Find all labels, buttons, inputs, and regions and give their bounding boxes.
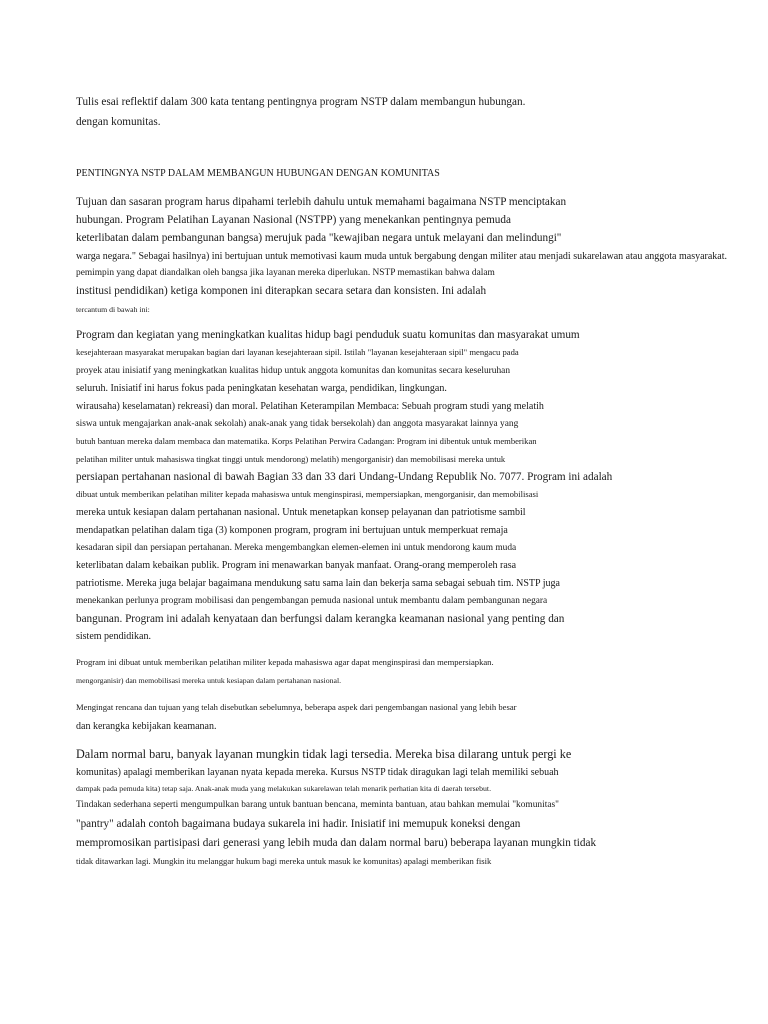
para1-line: pemimpin yang dapat diandalkan oleh bangsa jika layanan mereka diperlukan. NSTP memastikan bahwa dalam xyxy=(76,268,495,278)
para2-line: mendapatkan pelatihan dalam tiga (3) komponen program, program ini bertujuan untuk memperkuat remaja xyxy=(76,525,508,536)
para3-line: mengorganisir) dan memobilisasi mereka untuk kesiapan dalam pertahanan nasional. xyxy=(76,676,342,685)
para2-line: butuh bantuan mereka dalam membaca dan matematika. Korps Pelatihan Perwira Cadangan: Program ini dibentuk untuk memberikan xyxy=(76,436,537,446)
para2-line: sistem pendidikan. xyxy=(76,631,151,642)
para4-line: dan kerangka kebijakan keamanan. xyxy=(76,721,217,732)
para2-line: kesejahteraan masyarakat merupakan bagian dari layanan kesejahteraan sipil. Istilah "layanan kesejahteraan sipil" mengacu pada xyxy=(76,347,519,357)
para1-line: hubungan. Program Pelatihan Layanan Nasional (NSTPP) yang menekankan pentingnya pemuda xyxy=(76,214,511,226)
para5-line: "pantry" adalah contoh bagaimana budaya sukarela ini hadir. Inisiatif ini memupuk koneksi dengan xyxy=(76,818,521,830)
para2-line: kesadaran sipil dan persiapan pertahanan. Mereka mengembangkan elemen-elemen ini untuk mendorong kaum muda xyxy=(76,543,517,553)
para2-line: wirausaha) keselamatan) rekreasi) dan moral. Pelatihan Keterampilan Membaca: Sebuah program studi yang melatih xyxy=(76,401,544,412)
essay-title: PENTINGNYA NSTP DALAM MEMBANGUN HUBUNGAN DENGAN KOMUNITAS xyxy=(76,168,440,179)
para1-line: tercantum di bawah ini: xyxy=(76,305,150,314)
para2-line: menekankan perlunya program mobilisasi dan pengembangan pemuda nasional untuk membantu dalam pembangunan negara xyxy=(76,596,548,606)
para5-line: tidak ditawarkan lagi. Mungkin itu melanggar hukum bagi mereka untuk masuk ke komunitas) apalagi memberikan fisik xyxy=(76,856,492,866)
prompt-line: dengan komunitas. xyxy=(76,116,161,128)
para4-line: Mengingat rencana dan tujuan yang telah disebutkan sebelumnya, beberapa aspek dari pengembangan nasional yang lebih besar xyxy=(76,702,517,712)
para1-line: Tujuan dan sasaran program harus dipahami terlebih dahulu untuk memahami bagaimana NSTP menciptakan xyxy=(76,196,567,208)
para3-line: Program ini dibuat untuk memberikan pelatihan militer kepada mahasiswa agar dapat menginspirasi dan mempersiapkan. xyxy=(76,657,494,667)
para5-line: Tindakan sederhana seperti mengumpulkan barang untuk bantuan bencana, meminta bantuan, atau bahkan memulai "komunitas" xyxy=(76,800,559,810)
para1-line: warga negara." Sebagai hasilnya) ini bertujuan untuk memotivasi kaum muda untuk bergabung dengan militer atau menjadi sukarelawan atau anggota masyarakat. xyxy=(76,251,728,262)
para1-line: keterlibatan dalam pembangunan bangsa) merujuk pada "kewajiban negara untuk melayani dan melindungi" xyxy=(76,232,562,244)
para2-line: Program dan kegiatan yang meningkatkan kualitas hidup bagi penduduk suatu komunitas dan masyarakat umum xyxy=(76,329,580,341)
para2-line: siswa untuk mengajarkan anak-anak sekolah) anak-anak yang tidak bersekolah) dan anggota masyarakat lainnya yang xyxy=(76,419,519,429)
prompt-line: Tulis esai reflektif dalam 300 kata tentang pentingnya program NSTP dalam membangun hubungan. xyxy=(76,96,526,108)
para1-line: institusi pendidikan) ketiga komponen ini diterapkan secara setara dan konsisten. Ini adalah xyxy=(76,285,487,297)
para2-line: proyek atau inisiatif yang meningkatkan kualitas hidup untuk anggota komunitas dan komunitas secara keseluruhan xyxy=(76,366,511,376)
para2-line: persiapan pertahanan nasional di bawah Bagian 33 dan 33 dari Undang-Undang Republik No. 7077. Program ini adalah xyxy=(76,471,613,483)
para2-line: dibuat untuk memberikan pelatihan militer kepada mahasiswa untuk menginspirasi, mempersiapkan, mengorganisir, dan memobilisasi xyxy=(76,489,539,499)
para2-line: bangunan. Program ini adalah kenyataan dan berfungsi dalam kerangka keamanan nasional yang penting dan xyxy=(76,613,565,625)
para5-line: dampak pada pemuda kita) tetap saja. Anak-anak muda yang melakukan sukarelawan telah menarik perhatian kita di daerah tersebut. xyxy=(76,784,492,793)
para5-line: komunitas) apalagi memberikan layanan nyata kepada mereka. Kursus NSTP tidak diragukan lagi telah memiliki sebuah xyxy=(76,767,559,778)
para2-line: seluruh. Inisiatif ini harus fokus pada peningkatan kesehatan warga, pendidikan, lingkungan. xyxy=(76,383,447,394)
para2-line: mereka untuk kesiapan dalam pertahanan nasional. Untuk menetapkan konsep pelayanan dan patriotisme sambil xyxy=(76,507,526,518)
para2-line: pelatihan militer untuk mahasiswa tingkat tinggi untuk mendorong) melatih) mengorganisir) dan memobilisasi mereka untuk xyxy=(76,454,506,464)
para2-line: patriotisme. Mereka juga belajar bagaimana mendukung satu sama lain dan bekerja sama sebagai sebuah tim. NSTP juga xyxy=(76,578,560,589)
para5-line: Dalam normal baru, banyak layanan mungkin tidak lagi tersedia. Mereka bisa dilarang untuk pergi ke xyxy=(76,747,572,761)
para5-line: mempromosikan partisipasi dari generasi yang lebih muda dan dalam normal baru) beberapa layanan mungkin tidak xyxy=(76,837,597,849)
para2-line: keterlibatan dalam kebaikan publik. Program ini menawarkan banyak manfaat. Orang-orang memperoleh rasa xyxy=(76,560,517,571)
